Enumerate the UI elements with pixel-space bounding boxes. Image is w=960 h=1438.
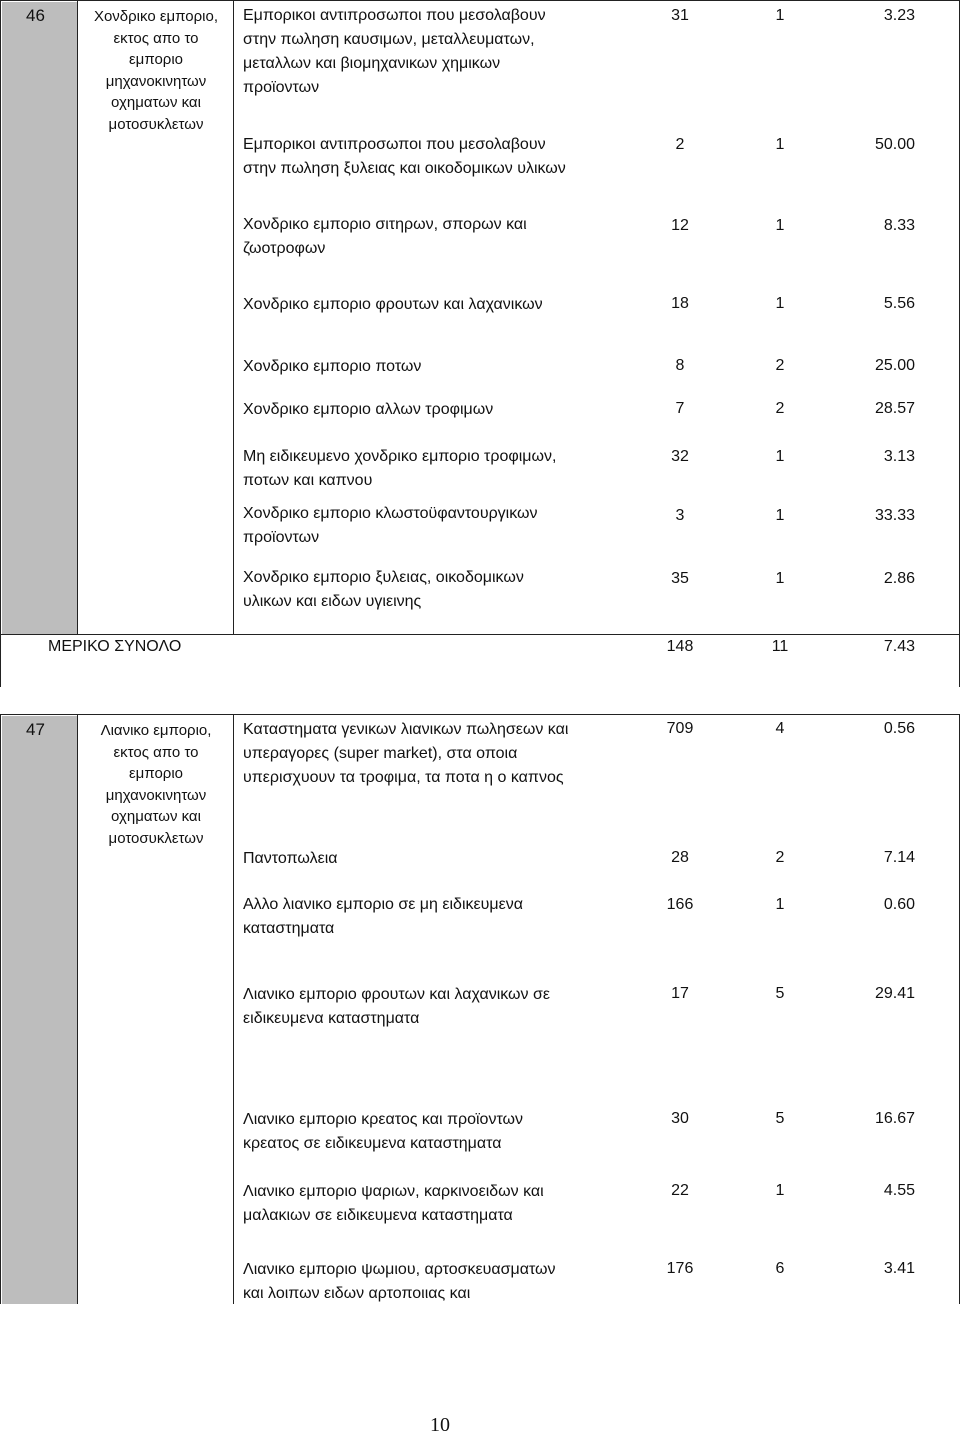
value-count: 17 [671,985,689,1002]
branch-line: εκτος απο το [113,29,199,47]
value-units: 4 [775,720,785,737]
subtotal-top-border [0,634,960,635]
category-line: Χονδρικο εμποριο ποτων [243,358,422,375]
category-line: Εμπορικοι αντιπροσωποι που μεσολαβουν [243,7,546,24]
value-units: 2 [775,849,785,866]
table-row-category [243,566,643,614]
value-units: 1 [775,295,785,312]
value-ratio: 50.00 [874,136,915,153]
value-ratio: 7.14 [883,849,915,866]
value-ratio: 25.00 [874,357,915,374]
value-ratio: 2.86 [883,570,915,587]
category-line: Καταστηματα γενικων λιανικων πωλησεων και [243,721,569,738]
branch-line: οχηματων και [111,808,201,826]
value-units: 1 [775,1182,785,1199]
code-column-divider [77,0,78,634]
category-line: Χονδρικο εμποριο ξυλειας, οικοδομικων [243,569,524,586]
value-units: 1 [775,136,785,153]
category-line: Αλλο λιανικο εμποριο σε μη ειδικευμενα [243,896,523,913]
value-ratio: 3.23 [883,7,915,24]
value-count: 12 [671,217,689,234]
branch-line: μοτοσυκλετων [108,829,204,847]
category-line: καταστηματα [243,920,335,937]
value-ratio: 3.13 [883,448,915,465]
category-line: Λιανικο εμποριο κρεατος και προϊοντων [243,1111,524,1128]
category-line: Παντοπωλεια [243,850,338,867]
value-units: 1 [775,217,785,234]
subtotal-label: ΜΕΡΙΚΟ ΣΥΝΟΛΟ [48,638,182,655]
section-code: 46 [26,6,45,25]
branch-line: μηχανοκινητων [105,786,207,804]
value-ratio: 28.57 [874,400,915,417]
value-ratio: 16.67 [874,1110,915,1127]
value-count: 166 [666,896,694,913]
section-47-top-border [0,714,960,715]
value-units: 1 [775,570,785,587]
branch-description [82,720,230,850]
table-row-category [243,213,643,261]
table-row-category [243,445,643,493]
value-ratio: 0.56 [883,720,915,737]
table-row-category [243,355,643,379]
category-line: προϊοντων [243,79,320,96]
section-47-code-divider [77,714,78,1304]
table-row-category [243,293,643,317]
category-line: υπερισχυουν τα τροφιμα, τα ποτα η ο καπνος [243,769,564,786]
value-count: 176 [666,1260,694,1277]
value-count: 31 [671,7,689,24]
subtotal-count: 148 [666,638,694,655]
table-row-category [243,983,643,1031]
value-count: 35 [671,570,689,587]
category-line: Χονδρικο εμποριο σιτηρων, σπορων και [243,216,527,233]
category-line: ειδικευμενα καταστηματα [243,1010,420,1027]
value-units: 6 [775,1260,785,1277]
table-top-border [0,0,960,1]
value-ratio: 5.56 [883,295,915,312]
table-row-category [243,847,643,871]
table-row-category [243,4,643,100]
category-line: και λοιπων ειδων αρτοποιιας και [243,1285,471,1302]
table-row-category [243,1258,643,1306]
value-count: 709 [666,720,694,737]
section-46-shade [2,2,77,634]
value-ratio: 4.55 [883,1182,915,1199]
section-47-left-border [0,714,1,1304]
category-line: Χονδρικο εμποριο κλωστοϋφαντουργικων [243,505,538,522]
category-line: Μη ειδικευμενο χονδρικο εμποριο τροφιμων, [243,448,557,465]
category-line: Λιανικο εμποριο φρουτων και λαχανικων σε [243,986,550,1003]
value-count: 18 [671,295,689,312]
value-count: 32 [671,448,689,465]
section-code: 47 [26,720,45,739]
value-units: 2 [775,400,785,417]
table-row-category [243,718,643,790]
value-ratio: 3.41 [883,1260,915,1277]
category-line: στην πωληση ξυλειας και οικοδομικων υλικων [243,160,566,177]
category-line: μαλακιων σε ειδικευμενα καταστηματα [243,1207,513,1224]
category-line: μεταλλων και βιομηχανικων χημικων [243,55,501,72]
value-ratio: 33.33 [874,507,915,524]
table-row-category [243,398,643,422]
value-count: 3 [675,507,685,524]
value-count: 30 [671,1110,689,1127]
value-count: 7 [675,400,685,417]
value-units: 5 [775,985,785,1002]
page-number: 10 [430,1414,450,1436]
category-line: Χονδρικο εμποριο αλλων τροφιμων [243,401,494,418]
value-units: 5 [775,1110,785,1127]
table-row-category [243,1180,643,1228]
branch-line: οχηματων και [111,94,201,112]
branch-line: εκτος απο το [113,743,199,761]
value-ratio: 29.41 [874,985,915,1002]
table-row-category [243,133,643,181]
category-line: προϊοντων [243,529,320,546]
value-count: 22 [671,1182,689,1199]
table-row-category [243,1108,643,1156]
value-count: 8 [675,357,685,374]
value-units: 1 [775,7,785,24]
value-count: 2 [675,136,685,153]
branch-line: μοτοσυκλετων [108,115,204,133]
branch-description [82,6,230,136]
value-ratio: 8.33 [883,217,915,234]
branch-line: μηχανοκινητων [105,72,207,90]
section-47-shade [2,716,77,1304]
subtotal-units: 11 [771,638,789,655]
category-line: ζωοτροφων [243,240,326,257]
branch-column-divider [233,0,234,634]
category-line: κρεατος σε ειδικευμενα καταστηματα [243,1135,502,1152]
value-units: 1 [775,448,785,465]
category-line: στην πωληση καυσιμων, μεταλλευματων, [243,31,535,48]
branch-line: εμποριο [128,765,184,783]
branch-line: εμποριο [128,51,184,69]
table-row-category [243,893,643,941]
table-row-category [243,502,643,550]
section-47-branch-divider [233,714,234,1304]
category-line: Λιανικο εμποριο ψωμιου, αρτοσκευασματων [243,1261,556,1278]
category-line: υλικων και ειδων υγιεινης [243,593,422,610]
category-line: υπεραγορες (super market), στα οποια [243,745,518,762]
category-line: Λιανικο εμποριο ψαριων, καρκινοειδων και [243,1183,544,1200]
value-count: 28 [671,849,689,866]
value-units: 2 [775,357,785,374]
category-line: Χονδρικο εμποριο φρουτων και λαχανικων [243,296,543,313]
value-units: 1 [775,507,785,524]
category-line: Εμπορικοι αντιπροσωποι που μεσολαβουν [243,136,546,153]
value-units: 1 [775,896,785,913]
value-ratio: 0.60 [883,896,915,913]
branch-line: Χονδρικο εμποριο, [93,8,219,25]
category-line: ποτων και καπνου [243,472,373,489]
branch-line: Λιανικο εμποριο, [100,722,212,739]
subtotal-ratio: 7.43 [883,638,915,655]
table-left-border [0,0,1,687]
